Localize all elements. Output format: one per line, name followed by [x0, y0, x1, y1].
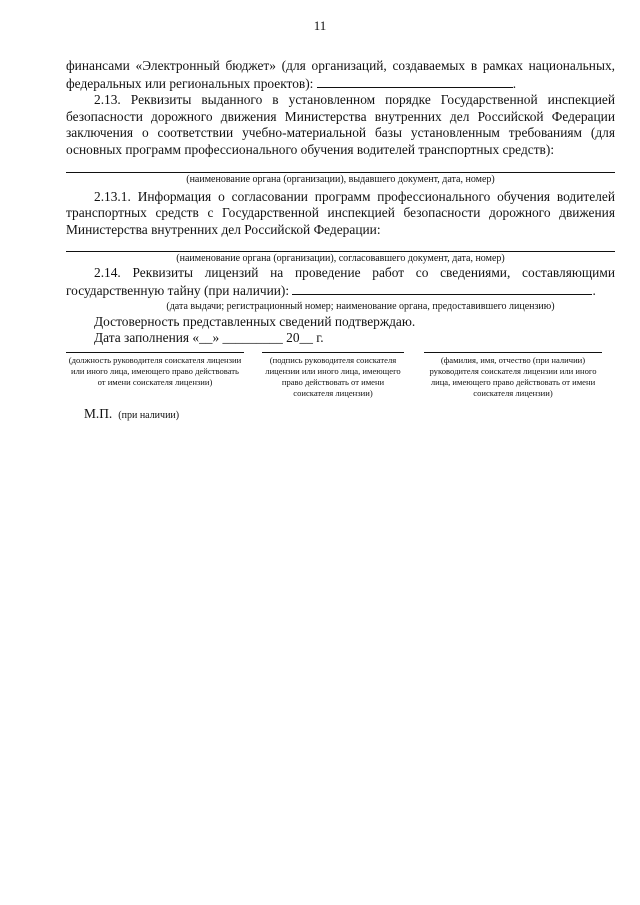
paragraph-2-13: 2.13. Реквизиты выданного в установленном порядке Государственной инспекцией безопасности дорожного движения Министерства внутренних дел Российской Федерации заключения о соответствии учебно-материальной базы установленным требованиям (для основных программ профессионального обучения водителей транспортных средств):	[66, 92, 615, 157]
fill-line-2-13-1	[66, 239, 615, 252]
stamp-label: М.П.	[84, 406, 113, 421]
fill-line-2-14	[292, 282, 592, 295]
paragraph-intro-text: финансами «Электронный бюджет» (для организаций, создаваемых в рамках национальных, федеральных или региональных проектов):	[66, 58, 615, 91]
paragraph-2-14: 2.14. Реквизиты лицензий на проведение работ со сведениями, составляющими государственную тайну (при наличии): .	[66, 265, 615, 298]
date-line: Дата заполнения «__» _________ 20__ г.	[94, 330, 324, 346]
signature-name-caption: (фамилия, имя, отчество (при наличии) руководителя соискателя лицензии или иного лица, имеющего право действовать от имени соискателя лицензии)	[424, 352, 602, 399]
signature-sign-caption: (подпись руководителя соискателя лицензии или иного лица, имеющего право действовать от имени соискателя лицензии)	[262, 352, 404, 399]
paragraph-2-14-text: 2.14. Реквизиты лицензий на проведение работ со сведениями, составляющими государственную тайну (при наличии):	[66, 265, 615, 298]
caption-2-13: (наименование органа (организации), выдавшего документ, дата, номер)	[186, 173, 495, 185]
caption-2-14: (дата выдачи; регистрационный номер; наименование органа, предоставившего лицензию)	[166, 300, 555, 312]
confirmation-text: Достоверность представленных сведений подтверждаю.	[94, 313, 416, 329]
paragraph-intro: финансами «Электронный бюджет» (для организаций, создаваемых в рамках национальных, федеральных или региональных проектов): .	[66, 58, 615, 91]
stamp-note: (при наличии)	[118, 410, 180, 421]
caption-2-13-1: (наименование органа (организации), согласовавшего документ, дата, номер)	[176, 253, 505, 265]
stamp-mark	[84, 406, 179, 422]
signature-position-caption: (должность руководителя соискателя лицензии или иного лица, имеющего право действовать от имени соискателя лицензии)	[66, 352, 244, 388]
document-body	[66, 58, 615, 347]
fill-line-2-13	[66, 160, 615, 173]
page-number: 11	[313, 18, 327, 33]
paragraph-2-13-1: 2.13.1. Информация о согласовании программ профессионального обучения водителей транспортных средств с Государственной инспекцией безопасности дорожного движения Министерства внутренних дел Российской Федерации:	[66, 188, 615, 237]
fill-line-budget	[317, 75, 513, 88]
